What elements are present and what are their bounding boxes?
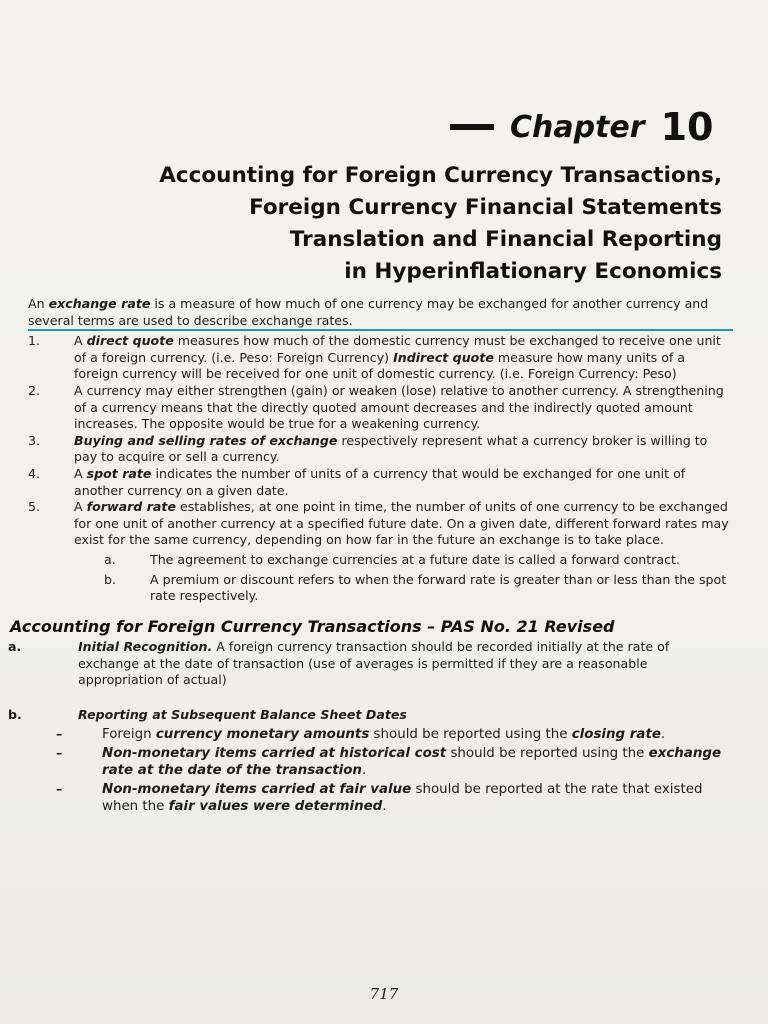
chapter-label: Chapter [510, 109, 645, 145]
bullet-dash: – [56, 780, 63, 796]
term-direct-quote: direct quote [86, 333, 174, 349]
list-item [28, 433, 733, 466]
section-letter: b. [8, 707, 22, 723]
intro-paragraph [28, 296, 733, 331]
item-number: 5. [28, 499, 41, 515]
page-number: 717 [369, 985, 399, 1003]
bullet-dash: – [56, 744, 63, 760]
chapter-dash [450, 124, 494, 130]
bullet-mid: should be reported using the [446, 745, 649, 761]
section-letter: a. [8, 639, 22, 655]
item-number: 2. [28, 382, 41, 398]
chapter-heading [450, 105, 713, 149]
bullet-dash: – [56, 725, 63, 741]
section-text [78, 639, 733, 689]
term-closing-rate: closing rate [571, 726, 661, 742]
item-number: 3. [28, 432, 41, 448]
term-buying-selling: Buying and selling rates of exchange [74, 432, 338, 448]
sub-item-letter: b. [104, 571, 116, 587]
sub-item-text: A premium or discount refers to when the forward rate is greater than or less than the spot rate respectively. [150, 571, 727, 604]
item-text [74, 466, 733, 499]
chapter-title [159, 160, 722, 288]
definition-list [28, 333, 733, 605]
title-line: Foreign Currency Financial Statements [249, 195, 722, 220]
term-initial-recognition: Initial Recognition. [78, 639, 213, 655]
list-item [28, 383, 733, 433]
title-line: in Hyperinflationary Economics [344, 259, 722, 284]
bullet-item [56, 781, 733, 815]
term-transaction-date-rate: exchange rate at the date of the transaction [102, 745, 722, 778]
item-pre: A [74, 465, 87, 481]
term-historical-cost: Non-monetary items carried at historical cost [102, 745, 447, 761]
item-mid: measures how much of the domestic currency must be exchanged to receive one unit of a foreign currency. (i.e. Peso: Foreign Currency) [74, 333, 721, 365]
term-exchange-rate: exchange rate [48, 296, 151, 311]
item-text: A currency may either strengthen (gain) or weaken (lose) relative to another currency. A strengthening of a currency means that the directly quoted amount decreases and the indirectly quoted amount increases. The opposite would be true for a weakening currency. [74, 382, 724, 432]
item-lead: A [74, 333, 87, 349]
bullet-mid: should be reported using the [369, 726, 572, 742]
list-item [28, 499, 733, 605]
bullet-mid: should be reported at the rate that existed when the [102, 781, 703, 814]
term-fair-value-items: Non-monetary items carried at fair value [102, 781, 412, 797]
bullet-text [102, 745, 733, 779]
term-fair-values-determined: fair values were determined [168, 798, 383, 814]
item-rest: establishes, at one point in time, the number of units of one currency to be exchanged for one unit of another currency at a specified future date. On a given date, different forward rates may exist for the same currency, depending on how far in the future an exchange is to take place. [74, 499, 729, 548]
section-a [8, 639, 733, 689]
list-item [28, 333, 733, 383]
chapter-number: 10 [660, 105, 714, 149]
section-b-heading: Reporting at Subsequent Balance Sheet Dates [78, 707, 407, 723]
item-pre: A [74, 499, 87, 515]
item-text [74, 333, 733, 383]
sub-item [104, 572, 733, 605]
intro-rest: is a measure of how much of one currency may be exchanged for another currency and several terms are used to describe exchange rates. [28, 296, 709, 328]
title-line: Accounting for Foreign Currency Transactions, [159, 163, 722, 188]
bullet-tail: . [382, 798, 387, 814]
bullet-tail: . [660, 726, 666, 742]
term-monetary-amounts: currency monetary amounts [155, 726, 370, 742]
bullet-text [102, 726, 733, 743]
section-rest: A foreign currency transaction should be recorded initially at the rate of exchange at the date of transaction (use of averages is permitted if they are a reasonable appropriation of actual) [78, 639, 670, 688]
bullet-tail: . [361, 762, 367, 778]
bullet-text [102, 781, 733, 815]
sub-item [104, 552, 733, 569]
term-spot-rate: spot rate [86, 465, 152, 481]
body-text [8, 296, 733, 815]
bullet-item [56, 745, 733, 779]
section-b [8, 707, 733, 724]
item-number: 4. [28, 465, 41, 481]
term-indirect-quote: Indirect quote [393, 349, 494, 365]
item-text [74, 433, 733, 466]
section-heading: Accounting for Foreign Currency Transactions – PAS No. 21 Revised [10, 616, 615, 636]
sub-item-letter: a. [104, 551, 116, 567]
item-rest: respectively represent what a currency broker is willing to pay to acquire or sell a currency. [74, 432, 708, 465]
term-forward-rate: forward rate [86, 499, 176, 515]
item-text [74, 499, 733, 605]
sub-item-text: The agreement to exchange currencies at a future date is called a forward contract. [150, 551, 680, 567]
list-item [28, 466, 733, 499]
item-rest: indicates the number of units of a currency that would be exchanged for one unit of another currency on a given date. [74, 465, 686, 498]
bullet-pre: Foreign [102, 726, 156, 742]
item-tail: measure how many units of a foreign currency will be received for one unit of domestic currency. (i.e. Foreign Currency: Peso) [74, 349, 686, 382]
title-line: Translation and Financial Reporting [289, 227, 722, 252]
intro-pre: An [28, 296, 49, 311]
item-number: 1. [28, 333, 41, 349]
bullet-item [56, 726, 733, 743]
